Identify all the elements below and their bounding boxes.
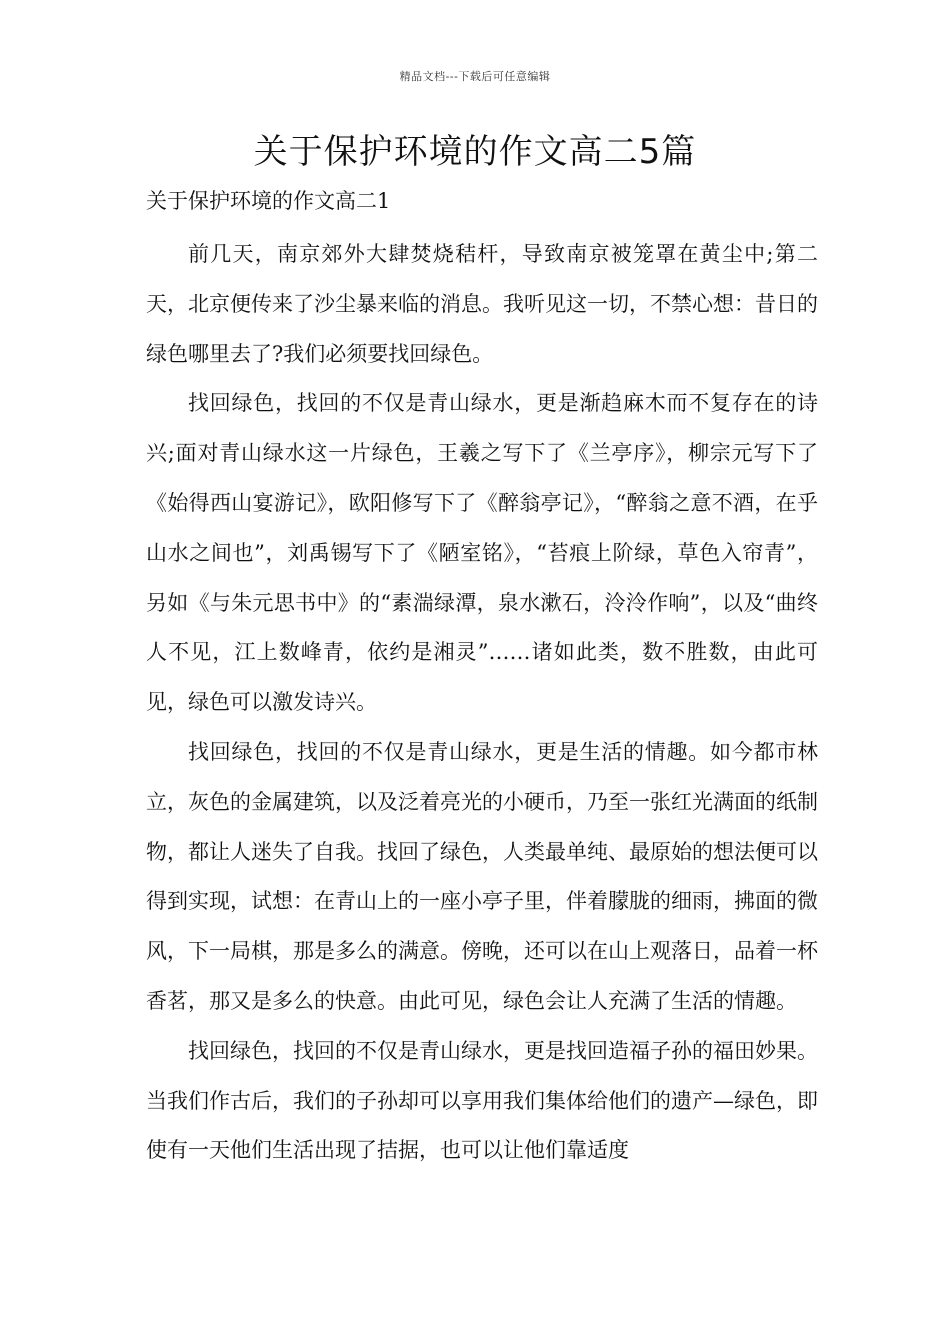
document-subtitle: 关于保护环境的作文高二1 [146, 189, 391, 213]
page-header: 精品文档---下载后可任意编辑 [399, 70, 551, 83]
document-title: 关于保护环境的作文高二5篇 [253, 132, 697, 172]
paragraph: 找回绿色，找回的不仅是青山绿水，更是渐趋麻木而不复存在的诗兴;面对青山绿水这一片绿色，王羲之写下了《兰亭序》，柳宗元写下了《始得西山宴游记》，欧阳修写下了《醉翁亭记》，“醉翁之意不酒，在乎山水之间也”，刘禹锡写下了《陋室铭》，“苔痕上阶绿，草色入帘青”，另如《与朱元思书中》的“素湍绿潭，泉水漱石，泠泠作响”，以及“曲终人不见，江上数峰青，依约是湘灵”……诸如此类，数不胜数，由此可见，绿色可以激发诗兴。 [146, 391, 818, 715]
paragraph: 找回绿色，找回的不仅是青山绿水，更是找回造福子孙的福田妙果。当我们作古后，我们的子孙却可以享用我们集体给他们的遗产—绿色，即使有一天他们生活出现了拮据，也可以让他们靠适度 [146, 1038, 818, 1163]
paragraph: 找回绿色，找回的不仅是青山绿水，更是生活的情趣。如今都市林立，灰色的金属建筑，以及泛着亮光的小硬币，乃至一张红光满面的纸制物，都让人迷失了自我。找回了绿色，人类最单纯、最原始的想法便可以得到实现，试想：在青山上的一座小亭子里，伴着朦胧的细雨，拂面的微风，下一局棋，那是多么的满意。傍晚，还可以在山上观落日，品着一杯香茗，那又是多么的快意。由此可见，绿色会让人充满了生活的情趣。 [146, 739, 818, 1013]
document-body [146, 230, 818, 1176]
paragraph: 前几天，南京郊外大肆焚烧秸杆，导致南京被笼罩在黄尘中;第二天，北京便传来了沙尘暴来临的消息。我听见这一切，不禁心想：昔日的绿色哪里去了?我们必须要找回绿色。 [146, 242, 818, 366]
